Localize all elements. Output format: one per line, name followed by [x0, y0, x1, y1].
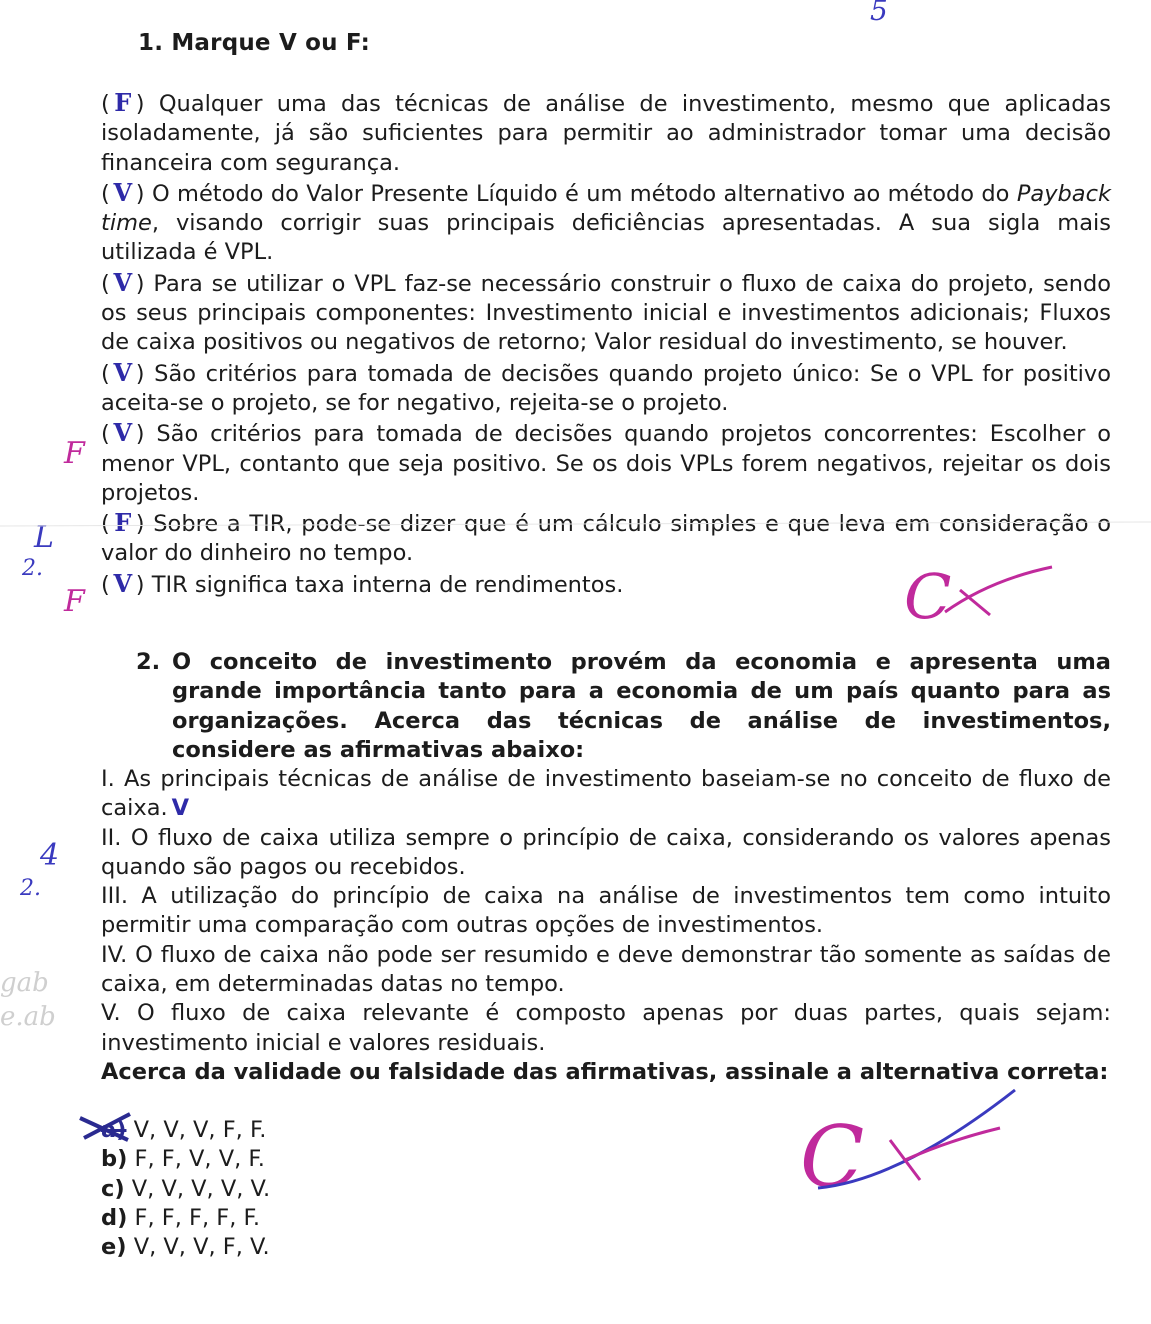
- page-number: 5: [870, 0, 888, 27]
- option-e: e) V, V, V, F, V.: [101, 1234, 270, 1261]
- grade-mark: C: [800, 1108, 865, 1206]
- option-b: b) F, F, V, V, F.: [101, 1146, 265, 1173]
- margin-score: 2.: [20, 876, 41, 901]
- grade-mark: C: [904, 560, 952, 633]
- tf-item-2: ( V ) O método do Valor Presente Líquido é um método alternativo ao método do Payback time, visando corrigir suas principais deficiências apresentadas. A sua sigla mais utilizada é VPL.: [101, 177, 1111, 266]
- answer-mark: F: [114, 508, 132, 538]
- tf-item-5: ( V ) São critérios para tomada de decisões quando projetos concorrentes: Escolher o menor VPL, contanto que seja positivo. Se os dois VPLs forem negativos, rejeitar os dois projetos.: [101, 418, 1111, 506]
- answer-mark: V: [113, 357, 133, 387]
- pink-tail-stroke: [905, 1128, 1000, 1160]
- check-mark: V: [171, 795, 190, 822]
- question-2-text: O conceito de investimento provém da economia e apresenta uma grande importância tanto para a economia de um país quanto para as organizações. Acerca das técnicas de análise de investimentos, considere as afirmativas abaixo:: [172, 649, 1111, 763]
- margin-score: L: [34, 520, 54, 555]
- option-letter: b): [101, 1146, 128, 1173]
- answer-mark: V: [113, 267, 133, 297]
- tf-item-7: ( V ) TIR significa taxa interna de rendimentos.: [101, 568, 624, 598]
- statement-4: IV. O fluxo de caixa não pode ser resumido e deve demonstrar tão somente as saídas de caixa, em determinadas datas no tempo.: [101, 941, 1111, 998]
- statement-5: V. O fluxo de caixa relevante é composto apenas por duas partes, quais sejam: investimento inicial e valores residuais.: [101, 1000, 1111, 1056]
- question-2-prompt: Acerca da validade ou falsidade das afirmativas, assinale a alternativa correta:: [101, 1058, 1109, 1085]
- pink-cross-stroke: [890, 1140, 920, 1180]
- tf-item-4: ( V ) São critérios para tomada de decisões quando projeto único: Se o VPL for positivo aceita-se o projeto, se for negativo, rejeita-se o projeto.: [101, 357, 1111, 416]
- margin-score: 2.: [22, 556, 43, 581]
- answer-mark: V: [113, 418, 133, 448]
- question-2-heading: [136, 648, 1111, 765]
- question-2-number: 2.: [136, 649, 161, 675]
- answer-options: [101, 1116, 270, 1262]
- option-letter: e): [101, 1234, 127, 1261]
- answer-mark: V: [113, 568, 133, 598]
- option-a: a) V, V, V, F, F.: [101, 1117, 267, 1143]
- question-2-statements: [101, 765, 1111, 1087]
- option-d: d) F, F, F, F, F.: [101, 1204, 261, 1231]
- tf-item-1: ( F ) Qualquer uma das técnicas de análise de investimento, mesmo que aplicadas isoladamente, já são suficientes para permitir ao administrador tomar uma decisão financeira com segurança.: [101, 88, 1111, 176]
- tf-item-3: ( V ) Para se utilizar o VPL faz-se necessário construir o fluxo de caixa do projeto, sendo os seus principais componentes: Investimento inicial e investimentos adicionais; Fluxos de caixa positivos ou negativos de retorno; Valor residual do investimento, se houver.: [101, 267, 1111, 356]
- margin-mark-f: F: [64, 584, 85, 619]
- margin-mark-f: F: [64, 436, 85, 471]
- question-1-title: 1. Marque V ou F:: [138, 30, 370, 56]
- option-letter: c): [101, 1175, 125, 1202]
- option-letter: d): [101, 1204, 128, 1231]
- option-c: c) V, V, V, V, V.: [101, 1175, 271, 1202]
- answer-mark: V: [113, 177, 133, 207]
- background-ghost-text: e.ab: [0, 1002, 56, 1032]
- statement-2: II. O fluxo de caixa utiliza sempre o princípio de caixa, considerando os valores apenas quando são pagos ou recebidos.: [101, 824, 1111, 880]
- answer-mark: F: [114, 88, 132, 117]
- background-ghost-text: gab: [0, 968, 49, 998]
- question-1-items: [101, 88, 1111, 600]
- margin-score: 4: [40, 838, 60, 873]
- tf-item-6: ( F ) Sobre a TIR, pode-se dizer que é um cálculo simples e que leva em consideração o valor do dinheiro no tempo.: [101, 508, 1111, 567]
- statement-3: III. A utilização do princípio de caixa na análise de investimentos tem como intuito permitir uma comparação com outras opções de investimentos.: [101, 883, 1111, 939]
- option-letter: a): [101, 1117, 127, 1143]
- statement-1: I. As principais técnicas de análise de investimento baseiam-se no conceito de fluxo de caixa. V: [101, 766, 1111, 822]
